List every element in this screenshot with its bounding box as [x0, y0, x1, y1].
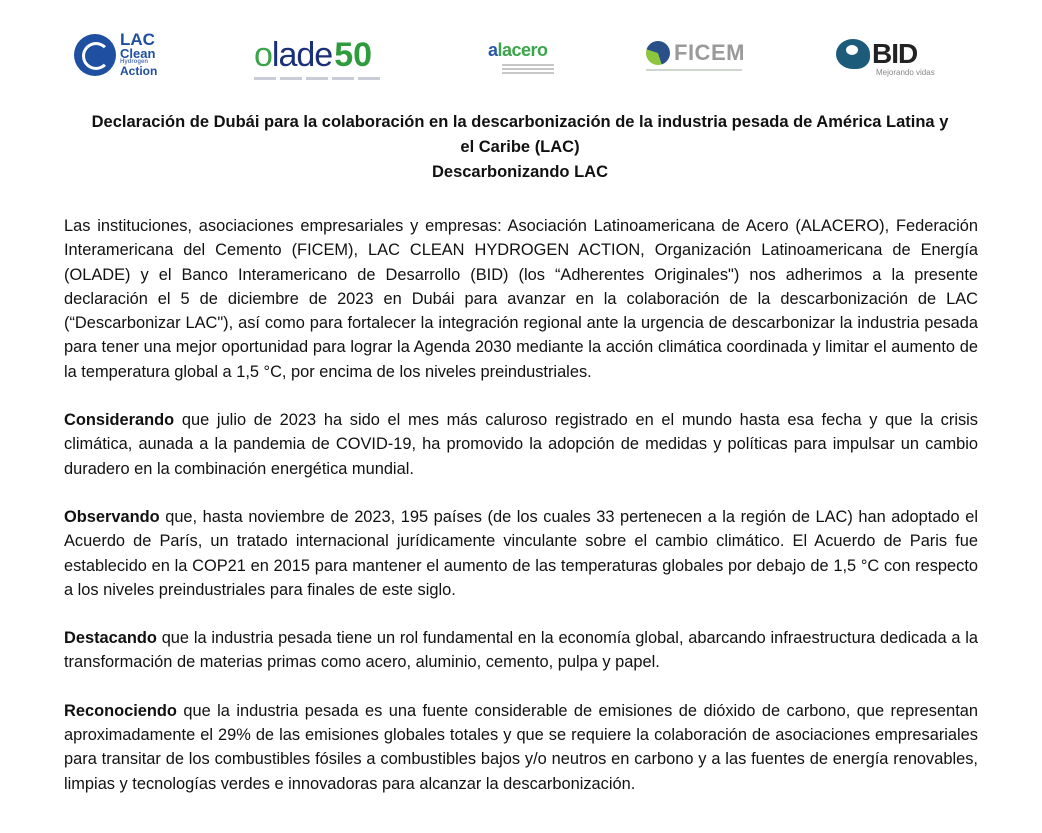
ficem-underline	[646, 69, 742, 71]
subtitle: Descarbonizando LAC	[431, 163, 609, 181]
paragraph-lead: Observando	[64, 507, 160, 526]
bid-wordmark: BID	[872, 38, 918, 69]
lac-clean-hydrogen-logo	[74, 32, 157, 78]
document-body	[64, 214, 978, 820]
olade-logo	[254, 36, 384, 80]
observando-paragraph: Observando que, hasta noviembre de 2023, 195 países (de los cuales 33 pertenecen a la región de LAC) han adoptado el Acuerdo de París, un tratado internacional jurídicamente vinculante sobre el cambio climático. El Acuerdo de Paris fue establecido en la COP21 en 2015 para mantener el aumento de las temperaturas globales por debajo de 1,5 °C con respecto a los niveles preindustriales para finales de este siglo.	[64, 507, 978, 599]
americas-globe-icon	[836, 39, 870, 69]
alacero-wordmark-a: a	[488, 40, 498, 60]
alacero-subtitle-lines	[502, 64, 554, 76]
ficem-wordmark: FICEM	[674, 40, 745, 65]
olade-anniversary-mark: 50	[334, 36, 373, 74]
alacero-wordmark-rest: lacero	[497, 40, 548, 60]
alacero-logo	[488, 40, 554, 76]
paragraph-lead: Reconociendo	[64, 701, 177, 720]
bid-logo	[836, 38, 935, 77]
reconociendo-paragraph: Reconociendo que la industria pesada es una fuente considerable de emisiones de dióxido de carbono, que representan aproximadamente el 29% de las emisiones globales totales y que se requiere la colaboración de asociaciones empresariales para transitar de los combustibles fósiles a combustibles bajos y/o neutros en carbono y a las fuentes de energía renovables, limpias y tecnologías verdes e innovadoras para alcanzar la descarbonización.	[64, 701, 978, 793]
ficem-logo	[646, 40, 745, 71]
globe-icon	[646, 41, 670, 65]
lac-logo-line: Action	[120, 64, 158, 79]
olade-wordmark: olade	[254, 36, 333, 74]
intro-paragraph: Las instituciones, asociaciones empresariales y empresas: Asociación Latinoamericana de Acero (ALACERO), Federación Interamericana del Cemento (FICEM), LAC CLEAN HYDROGEN ACTION, Organización Latinoamericana de Energía (OLADE) y el Banco Interamericano de Desarrollo (BID) (los “Adherentes Originales") nos adherimos a la presente declaración el 5 de diciembre de 2023 en Dubái para avanzar en la colaboración de la descarbonización de LAC (“Descarbonizar LAC"), así como para fortalecer la integración regional ante la urgencia de descarbonizar la industria pesada para tener una mejor oportunidad para lograr la Agenda 2030 mediante la acción climática coordinada y limitar el aumento de la temperatura global a 1,5 °C, por encima de los niveles preindustriales.	[64, 217, 978, 381]
paragraph-lead: Considerando	[64, 411, 175, 430]
leaf-icon	[74, 34, 116, 76]
bid-tagline: Mejorando vidas	[876, 68, 935, 77]
destacando-paragraph: Destacando que la industria pesada tiene un rol fundamental en la economía global, abarcando infraestructura dedicada a la transformación de materias primas como acero, aluminio, cemento, pulpa y papel.	[64, 629, 978, 672]
considerando-paragraph: Considerando que julio de 2023 ha sido el mes más caluroso registrado en el mundo hasta esa fecha y que la crisis climática, aunada a la pandemia de COVID-19, ha promovido la adopción de medidas y políticas para impulsar un cambio duradero en la combinación energética mundial.	[64, 411, 978, 478]
lac-logo-line: Hydrogen	[120, 59, 149, 66]
title-line-2: el Caribe (LAC)	[460, 138, 580, 156]
olade-subtitle-lines	[254, 77, 384, 80]
document-title	[60, 110, 980, 185]
lac-logo-line: Clean	[120, 46, 156, 62]
title-line-1: Declaración de Dubái para la colaboración en la descarbonización de la industria pesada de América Latina y	[91, 113, 949, 131]
paragraph-lead: Destacando	[64, 629, 157, 648]
lac-logo-line: LAC	[120, 30, 155, 49]
logo-bar	[0, 28, 1042, 92]
